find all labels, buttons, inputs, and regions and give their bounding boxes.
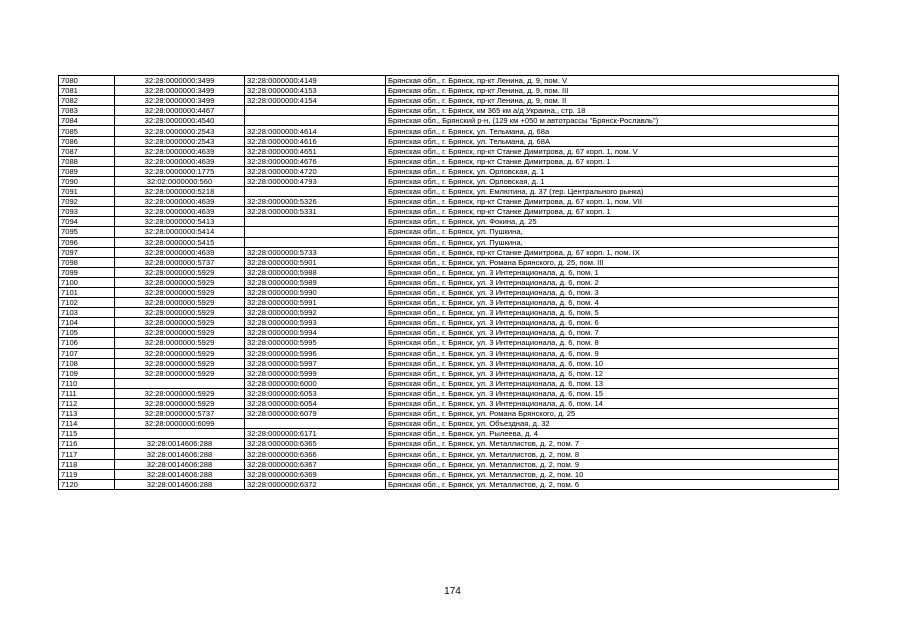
cadastral-number-cell: 32:28:0014606:288 <box>115 479 245 489</box>
cadastral-number-cell: 32:28:0000000:4639 <box>115 247 245 257</box>
address-cell: Брянская обл., г. Брянск, пр-кт Ленина, д. 9, пом. II <box>386 96 839 106</box>
cadastral-number-2-cell: 32:28:0000000:5993 <box>245 318 386 328</box>
cadastral-number-2-cell <box>245 217 386 227</box>
table-row <box>59 207 839 217</box>
table-row <box>59 308 839 318</box>
table-row <box>59 388 839 398</box>
cadastral-number-cell: 32:28:0014606:288 <box>115 449 245 459</box>
address-cell: Брянская обл., г. Брянск, ул. Рылеева, д. 4 <box>386 429 839 439</box>
cadastral-number-2-cell: 32:28:0000000:6366 <box>245 449 386 459</box>
cadastral-number-cell: 32:28:0000000:5929 <box>115 277 245 287</box>
address-cell: Брянская обл., Брянский р-н, (129 км +050 м автотрассы "Брянск-Рославль") <box>386 116 839 126</box>
table-row <box>59 277 839 287</box>
row-number-cell: 7096 <box>59 237 115 247</box>
cadastral-number-cell: 32:28:0000000:5929 <box>115 358 245 368</box>
row-number-cell: 7117 <box>59 449 115 459</box>
row-number-cell: 7112 <box>59 399 115 409</box>
cadastral-number-2-cell: 32:28:0000000:4154 <box>245 96 386 106</box>
address-cell: Брянская обл., г. Брянск, ул. 3 Интернационала, д. 6, пом. 4 <box>386 298 839 308</box>
cadastral-number-2-cell: 32:28:0000000:4720 <box>245 166 386 176</box>
row-number-cell: 7106 <box>59 338 115 348</box>
row-number-cell: 7090 <box>59 176 115 186</box>
table-row <box>59 156 839 166</box>
cadastral-number-cell <box>115 378 245 388</box>
row-number-cell: 7110 <box>59 378 115 388</box>
row-number-cell: 7088 <box>59 156 115 166</box>
cadastral-number-cell: 32:28:0000000:5413 <box>115 217 245 227</box>
address-cell: Брянская обл., г. Брянск, пр-кт Станке Димитрова, д. 67 корп. 1, пом. IX <box>386 247 839 257</box>
table-row <box>59 136 839 146</box>
table-body <box>59 76 839 490</box>
row-number-cell: 7102 <box>59 298 115 308</box>
table-row <box>59 247 839 257</box>
row-number-cell: 7107 <box>59 348 115 358</box>
row-number-cell: 7115 <box>59 429 115 439</box>
row-number-cell: 7105 <box>59 328 115 338</box>
row-number-cell: 7093 <box>59 207 115 217</box>
cadastral-number-2-cell: 32:28:0000000:5996 <box>245 348 386 358</box>
cadastral-number-cell: 32:28:0000000:5929 <box>115 267 245 277</box>
cadastral-number-cell: 32:28:0000000:5929 <box>115 388 245 398</box>
row-number-cell: 7120 <box>59 479 115 489</box>
table-row <box>59 76 839 86</box>
cadastral-number-cell: 32:28:0000000:5929 <box>115 328 245 338</box>
address-cell: Брянская обл., г. Брянск, ул. 3 Интернационала, д. 6, пом. 7 <box>386 328 839 338</box>
address-cell: Брянская обл., г. Брянск, ул. Металлистов, д. 2, пом. 9 <box>386 459 839 469</box>
cadastral-number-2-cell: 32:28:0000000:5901 <box>245 257 386 267</box>
table-row <box>59 318 839 328</box>
cadastral-number-2-cell <box>245 116 386 126</box>
address-cell: Брянская обл., г. Брянск, ул. Фокина, д. 25 <box>386 217 839 227</box>
table-row <box>59 166 839 176</box>
row-number-cell: 7085 <box>59 126 115 136</box>
row-number-cell: 7104 <box>59 318 115 328</box>
cadastral-number-2-cell <box>245 227 386 237</box>
cadastral-number-cell: 32:28:0000000:5218 <box>115 187 245 197</box>
row-number-cell: 7081 <box>59 86 115 96</box>
table-row <box>59 368 839 378</box>
table-row <box>59 267 839 277</box>
table-row <box>59 187 839 197</box>
cadastral-number-cell: 32:28:0000000:3499 <box>115 96 245 106</box>
table-row <box>59 116 839 126</box>
table-row <box>59 419 839 429</box>
row-number-cell: 7100 <box>59 277 115 287</box>
cadastral-number-2-cell: 32:28:0000000:4153 <box>245 86 386 96</box>
cadastral-number-2-cell: 32:28:0000000:5997 <box>245 358 386 368</box>
row-number-cell: 7099 <box>59 267 115 277</box>
cadastral-number-2-cell <box>245 237 386 247</box>
address-cell: Брянская обл., г. Брянск, ул. 3 Интернационала, д. 6, пом. 6 <box>386 318 839 328</box>
cadastral-number-2-cell: 32:28:0000000:6054 <box>245 399 386 409</box>
address-cell: Брянская обл., г. Брянск, пр-кт Ленина, д. 9, пом. V <box>386 76 839 86</box>
cadastral-number-2-cell: 32:28:0000000:5331 <box>245 207 386 217</box>
cadastral-number-cell: 32:28:0000000:4639 <box>115 156 245 166</box>
cadastral-number-cell: 32:28:0000000:5929 <box>115 308 245 318</box>
cadastral-number-cell: 32:28:0014606:288 <box>115 459 245 469</box>
row-number-cell: 7098 <box>59 257 115 267</box>
table-row <box>59 378 839 388</box>
address-cell: Брянская обл., г. Брянск, пр-кт Станке Димитрова, д. 67 корп. 1, пом. V <box>386 146 839 156</box>
address-cell: Брянская обл., г. Брянск, ул. 3 Интернационала, д. 6, пом. 5 <box>386 308 839 318</box>
cadastral-number-2-cell: 32:28:0000000:5990 <box>245 287 386 297</box>
cadastral-number-cell: 32:02:0000000:560 <box>115 176 245 186</box>
row-number-cell: 7091 <box>59 187 115 197</box>
cadastral-number-cell: 32:28:0000000:6099 <box>115 419 245 429</box>
row-number-cell: 7108 <box>59 358 115 368</box>
address-cell: Брянская обл., г. Брянск, пр-кт Станке Димитрова, д. 67 корп. 1, пом. VII <box>386 197 839 207</box>
table-row <box>59 469 839 479</box>
row-number-cell: 7082 <box>59 96 115 106</box>
row-number-cell: 7087 <box>59 146 115 156</box>
address-cell: Брянская обл., г. Брянск, пр-кт Ленина, д. 9, пом. III <box>386 86 839 96</box>
address-cell: Брянская обл., г. Брянск, ул. 3 Интернационала, д. 6, пом. 14 <box>386 399 839 409</box>
address-cell: Брянская обл., г. Брянск, ул. 3 Интернационала, д. 6, пом. 10 <box>386 358 839 368</box>
table-row <box>59 409 839 419</box>
address-cell: Брянская обл., г. Брянск, ул. 3 Интернационала, д. 6, пом. 9 <box>386 348 839 358</box>
address-cell: Брянская обл., г. Брянск, ул. 3 Интернационала, д. 6, пом. 3 <box>386 287 839 297</box>
page-number: 174 <box>444 586 461 597</box>
cadastral-number-cell: 32:28:0000000:5737 <box>115 257 245 267</box>
property-registry-table <box>58 75 839 490</box>
address-cell: Брянская обл., г. Брянск, ул. Металлистов, д. 2, пом. 8 <box>386 449 839 459</box>
table-row <box>59 479 839 489</box>
table-row <box>59 328 839 338</box>
table-row <box>59 227 839 237</box>
address-cell: Брянская обл., г. Брянск, ул. 3 Интернационала, д. 6, пом. 1 <box>386 267 839 277</box>
row-number-cell: 7109 <box>59 368 115 378</box>
address-cell: Брянская обл., г. Брянск, ул. 3 Интернационала, д. 6, пом. 12 <box>386 368 839 378</box>
cadastral-number-2-cell: 32:28:0000000:5733 <box>245 247 386 257</box>
cadastral-number-cell: 32:28:0000000:5929 <box>115 298 245 308</box>
table-row <box>59 197 839 207</box>
address-cell: Брянская обл., г. Брянск, ул. Тельмана, д. 68а <box>386 126 839 136</box>
cadastral-number-2-cell: 32:28:0000000:5995 <box>245 338 386 348</box>
cadastral-number-2-cell: 32:28:0000000:6369 <box>245 469 386 479</box>
address-cell: Брянская обл., г. Брянск, ул. Емлютина, д. 37 (тер. Центрального рынка) <box>386 187 839 197</box>
cadastral-number-2-cell: 32:28:0000000:6053 <box>245 388 386 398</box>
row-number-cell: 7086 <box>59 136 115 146</box>
table-row <box>59 358 839 368</box>
cadastral-number-2-cell: 32:28:0000000:6365 <box>245 439 386 449</box>
table-row <box>59 257 839 267</box>
row-number-cell: 7097 <box>59 247 115 257</box>
row-number-cell: 7095 <box>59 227 115 237</box>
row-number-cell: 7101 <box>59 287 115 297</box>
cadastral-number-cell: 32:28:0000000:4540 <box>115 116 245 126</box>
cadastral-number-cell: 32:28:0014606:288 <box>115 469 245 479</box>
cadastral-number-2-cell: 32:28:0000000:6171 <box>245 429 386 439</box>
table-row <box>59 429 839 439</box>
cadastral-number-2-cell: 32:28:0000000:4149 <box>245 76 386 86</box>
cadastral-number-cell: 32:28:0000000:5737 <box>115 409 245 419</box>
address-cell: Брянская обл., г. Брянск, ул. 3 Интернационала, д. 6, пом. 13 <box>386 378 839 388</box>
address-cell: Брянская обл., г. Брянск, ул. Металлистов, д. 2, пом. 7 <box>386 439 839 449</box>
table-row <box>59 237 839 247</box>
row-number-cell: 7092 <box>59 197 115 207</box>
cadastral-number-2-cell <box>245 106 386 116</box>
row-number-cell: 7083 <box>59 106 115 116</box>
cadastral-number-cell: 32:28:0000000:3499 <box>115 86 245 96</box>
table-row <box>59 399 839 409</box>
address-cell: Брянская обл., г. Брянск, ул. Орловская, д. 1 <box>386 166 839 176</box>
cadastral-number-cell: 32:28:0000000:5929 <box>115 318 245 328</box>
cadastral-number-cell: 32:28:0000000:5929 <box>115 399 245 409</box>
row-number-cell: 7111 <box>59 388 115 398</box>
row-number-cell: 7084 <box>59 116 115 126</box>
address-cell: Брянская обл., г. Брянск, ул. Металлистов, д. 2, пом. 10 <box>386 469 839 479</box>
cadastral-number-2-cell: 32:28:0000000:5992 <box>245 308 386 318</box>
table-row <box>59 176 839 186</box>
address-cell: Брянская обл., г. Брянск, ул. Романа Брянского, д. 25, пом. III <box>386 257 839 267</box>
cadastral-number-cell: 32:28:0000000:5929 <box>115 368 245 378</box>
row-number-cell: 7094 <box>59 217 115 227</box>
cadastral-number-2-cell: 32:28:0000000:5326 <box>245 197 386 207</box>
row-number-cell: 7118 <box>59 459 115 469</box>
cadastral-number-cell: 32:28:0000000:3499 <box>115 76 245 86</box>
address-cell: Брянская обл., г. Брянск, ул. Объездная, д. 32 <box>386 419 839 429</box>
table-row <box>59 106 839 116</box>
cadastral-number-2-cell: 32:28:0000000:4616 <box>245 136 386 146</box>
table-row <box>59 86 839 96</box>
table-row <box>59 459 839 469</box>
cadastral-number-2-cell <box>245 187 386 197</box>
address-cell: Брянская обл., г. Брянск, ул. 3 Интернационала, д. 6, пом. 8 <box>386 338 839 348</box>
cadastral-number-2-cell: 32:28:0000000:6000 <box>245 378 386 388</box>
address-cell: Брянская обл., г. Брянск, ул. Тельмана, д. 68А <box>386 136 839 146</box>
cadastral-number-cell: 32:28:0000000:4467 <box>115 106 245 116</box>
address-cell: Брянская обл., г. Брянск, ул. Металлистов, д. 2, пом. 6 <box>386 479 839 489</box>
cadastral-number-2-cell: 32:28:0000000:4676 <box>245 156 386 166</box>
address-cell: Брянская обл., г. Брянск, ул. Романа Брянского, д. 25 <box>386 409 839 419</box>
table-row <box>59 338 839 348</box>
address-cell: Брянская обл., г. Брянск, пр-кт Станке Димитрова, д. 67 корп. 1 <box>386 156 839 166</box>
cadastral-number-cell: 32:28:0000000:2543 <box>115 126 245 136</box>
table-row <box>59 439 839 449</box>
table-row <box>59 287 839 297</box>
row-number-cell: 7103 <box>59 308 115 318</box>
cadastral-number-2-cell: 32:28:0000000:6079 <box>245 409 386 419</box>
address-cell: Брянская обл., г. Брянск, ул. Пушкина, <box>386 237 839 247</box>
table-row <box>59 449 839 459</box>
cadastral-number-cell: 32:28:0000000:4639 <box>115 197 245 207</box>
row-number-cell: 7114 <box>59 419 115 429</box>
address-cell: Брянская обл., г. Брянск, ул. Пушкина, <box>386 227 839 237</box>
cadastral-number-2-cell: 32:28:0000000:5991 <box>245 298 386 308</box>
cadastral-number-cell: 32:28:0000000:5929 <box>115 287 245 297</box>
address-cell: Брянская обл., г. Брянск, пр-кт Станке Димитрова, д. 67 корп. 1 <box>386 207 839 217</box>
cadastral-number-2-cell: 32:28:0000000:5988 <box>245 267 386 277</box>
table-row <box>59 96 839 106</box>
cadastral-number-cell: 32:28:0000000:5415 <box>115 237 245 247</box>
cadastral-number-2-cell: 32:28:0000000:5994 <box>245 328 386 338</box>
address-cell: Брянская обл., г. Брянск, км 365 км а/д Украина,, стр. 18 <box>386 106 839 116</box>
row-number-cell: 7119 <box>59 469 115 479</box>
cadastral-number-cell: 32:28:0000000:2543 <box>115 136 245 146</box>
cadastral-number-2-cell: 32:28:0000000:6372 <box>245 479 386 489</box>
cadastral-number-2-cell: 32:28:0000000:4651 <box>245 146 386 156</box>
table-row <box>59 348 839 358</box>
table-row <box>59 146 839 156</box>
cadastral-number-cell: 32:28:0000000:5929 <box>115 348 245 358</box>
table-row <box>59 217 839 227</box>
row-number-cell: 7116 <box>59 439 115 449</box>
cadastral-number-cell: 32:28:0000000:4639 <box>115 146 245 156</box>
cadastral-number-cell <box>115 429 245 439</box>
row-number-cell: 7089 <box>59 166 115 176</box>
table-row <box>59 126 839 136</box>
cadastral-number-cell: 32:28:0000000:5414 <box>115 227 245 237</box>
cadastral-number-2-cell: 32:28:0000000:6367 <box>245 459 386 469</box>
cadastral-number-2-cell: 32:28:0000000:5989 <box>245 277 386 287</box>
cadastral-number-2-cell: 32:28:0000000:5999 <box>245 368 386 378</box>
address-cell: Брянская обл., г. Брянск, ул. 3 Интернационала, д. 6, пом. 15 <box>386 388 839 398</box>
table-row <box>59 298 839 308</box>
cadastral-number-cell: 32:28:0014606:288 <box>115 439 245 449</box>
address-cell: Брянская обл., г. Брянск, ул. 3 Интернационала, д. 6, пом. 2 <box>386 277 839 287</box>
cadastral-number-2-cell <box>245 419 386 429</box>
cadastral-number-cell: 32:28:0000000:4639 <box>115 207 245 217</box>
row-number-cell: 7113 <box>59 409 115 419</box>
cadastral-number-2-cell: 32:28:0000000:4614 <box>245 126 386 136</box>
row-number-cell: 7080 <box>59 76 115 86</box>
cadastral-number-cell: 32:28:0000000:1775 <box>115 166 245 176</box>
address-cell: Брянская обл., г. Брянск, ул. Орловская, д. 1 <box>386 176 839 186</box>
cadastral-number-2-cell: 32:28:0000000:4793 <box>245 176 386 186</box>
cadastral-number-cell: 32:28:0000000:5929 <box>115 338 245 348</box>
